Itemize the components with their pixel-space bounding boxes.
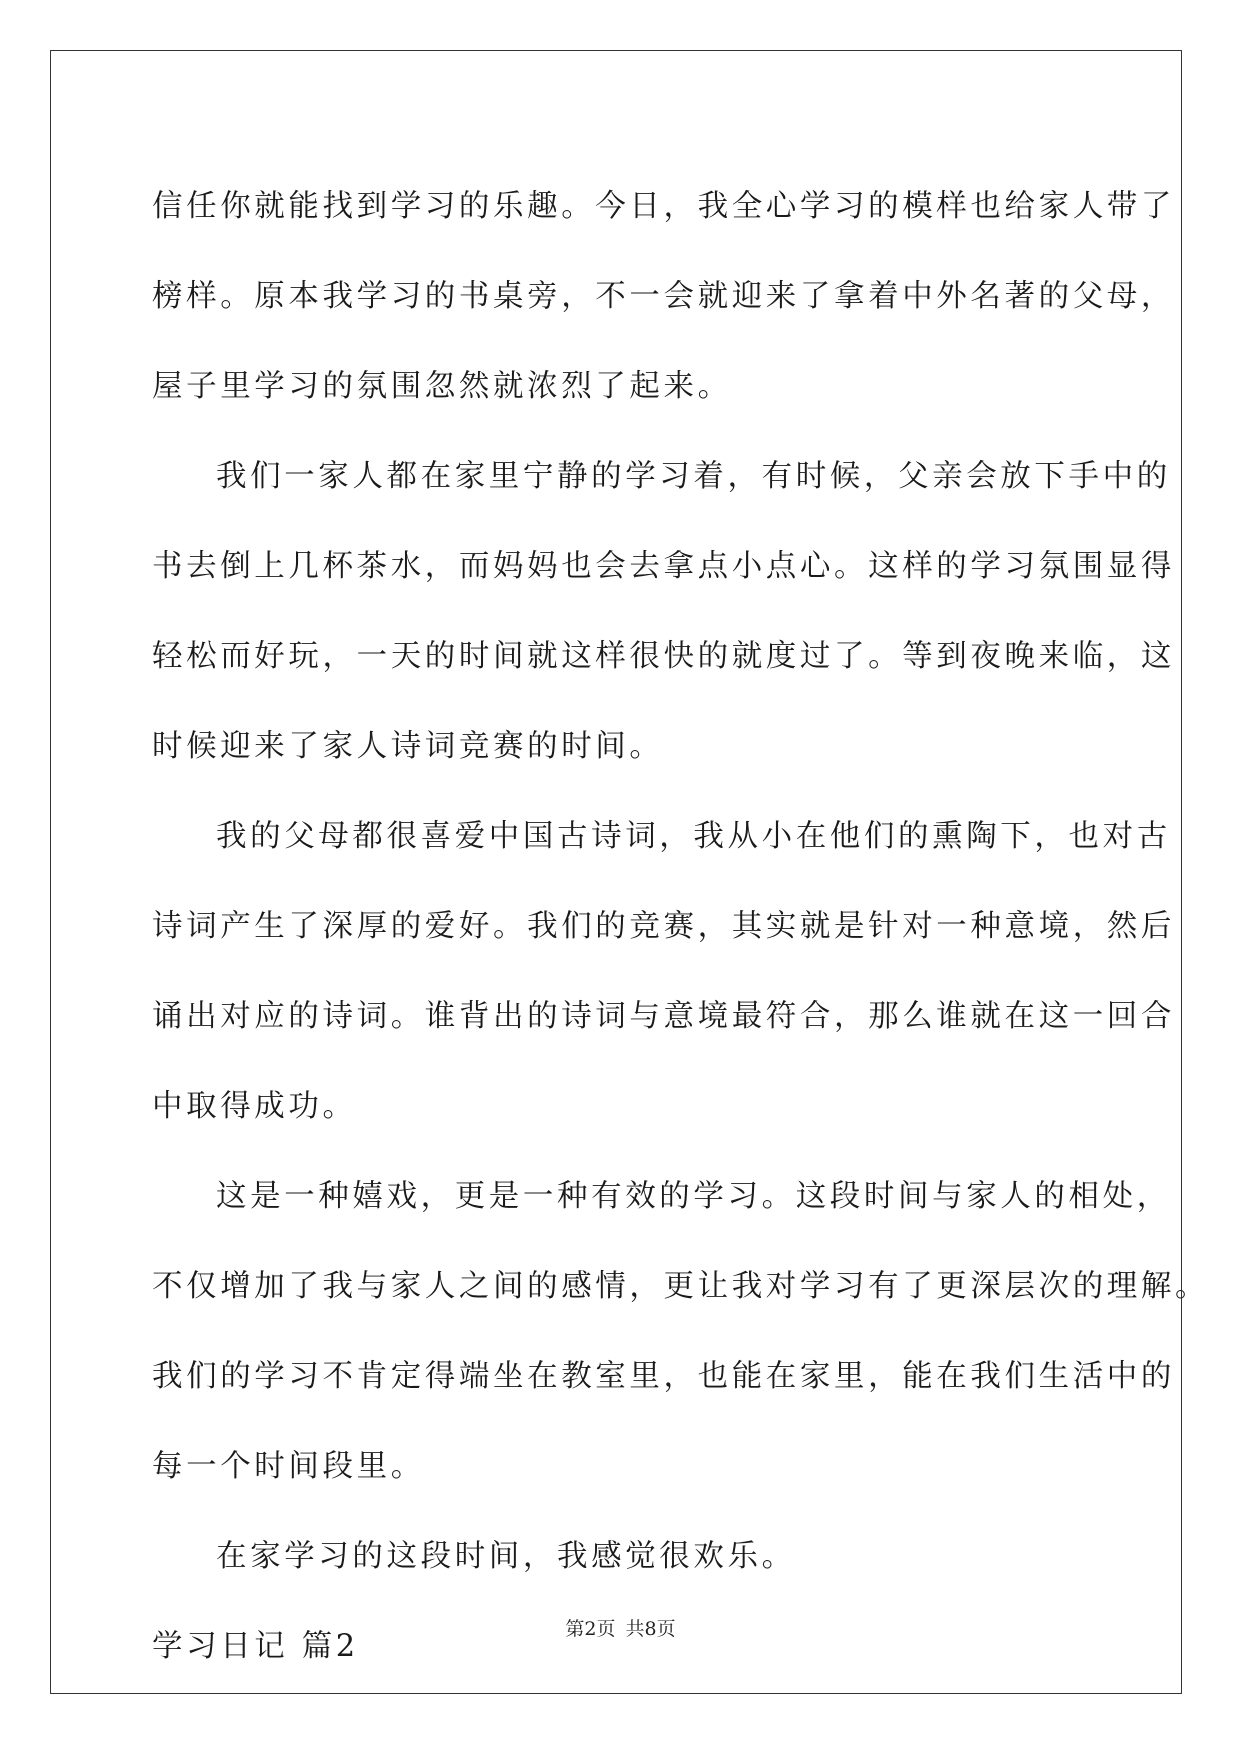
page-number: 第2页: [565, 1618, 616, 1640]
text-block: [152, 162, 1210, 1602]
text-line-16: 在家学习的这段时间，我感觉很欢乐。: [216, 1539, 796, 1574]
document-body: [152, 162, 1210, 1692]
text-line-4: 我们一家人都在家里宁静的学习着，有时候，父亲会放下手中的: [216, 459, 1171, 494]
text-line-15: 每一个时间段里。: [152, 1449, 425, 1484]
text-line-8: 我的父母都很喜爱中国古诗词，我从小在他们的熏陶下，也对古: [216, 819, 1171, 854]
text-line-7: 时候迎来了家人诗词竞赛的时间。: [152, 729, 664, 764]
text-line-9: 诗词产生了深厚的爱好。我们的竞赛，其实就是针对一种意境，然后: [152, 909, 1175, 944]
text-line-10: 诵出对应的诗词。谁背出的诗词与意境最符合，那么谁就在这一回合: [152, 999, 1175, 1034]
text-line-11: 中取得成功。: [152, 1089, 357, 1124]
text-line-1: 信任你就能找到学习的乐趣。今日，我全心学习的模样也给家人带了: [152, 189, 1175, 224]
text-line-2: 榜样。原本我学习的书桌旁，不一会就迎来了拿着中外名著的父母，: [152, 279, 1175, 314]
page-footer: [0, 1614, 1241, 1641]
text-line-12: 这是一种嬉戏，更是一种有效的学习。这段时间与家人的相处，: [216, 1179, 1171, 1214]
text-line-14: 我们的学习不肯定得端坐在教室里，也能在家里，能在我们生活中的: [152, 1359, 1175, 1394]
text-line-5: 书去倒上几杯茶水，而妈妈也会去拿点小点心。这样的学习氛围显得: [152, 549, 1175, 584]
text-line-13: 不仅增加了我与家人之间的感情，更让我对学习有了更深层次的理解。: [152, 1269, 1210, 1304]
page-total: 共8页: [625, 1618, 676, 1640]
text-line-6: 轻松而好玩，一天的时间就这样很快的就度过了。等到夜晚来临，这: [152, 639, 1175, 674]
section-heading: 学习日记 篇2: [152, 1629, 359, 1664]
text-line-3: 屋子里学习的氛围忽然就浓烈了起来。: [152, 369, 732, 404]
